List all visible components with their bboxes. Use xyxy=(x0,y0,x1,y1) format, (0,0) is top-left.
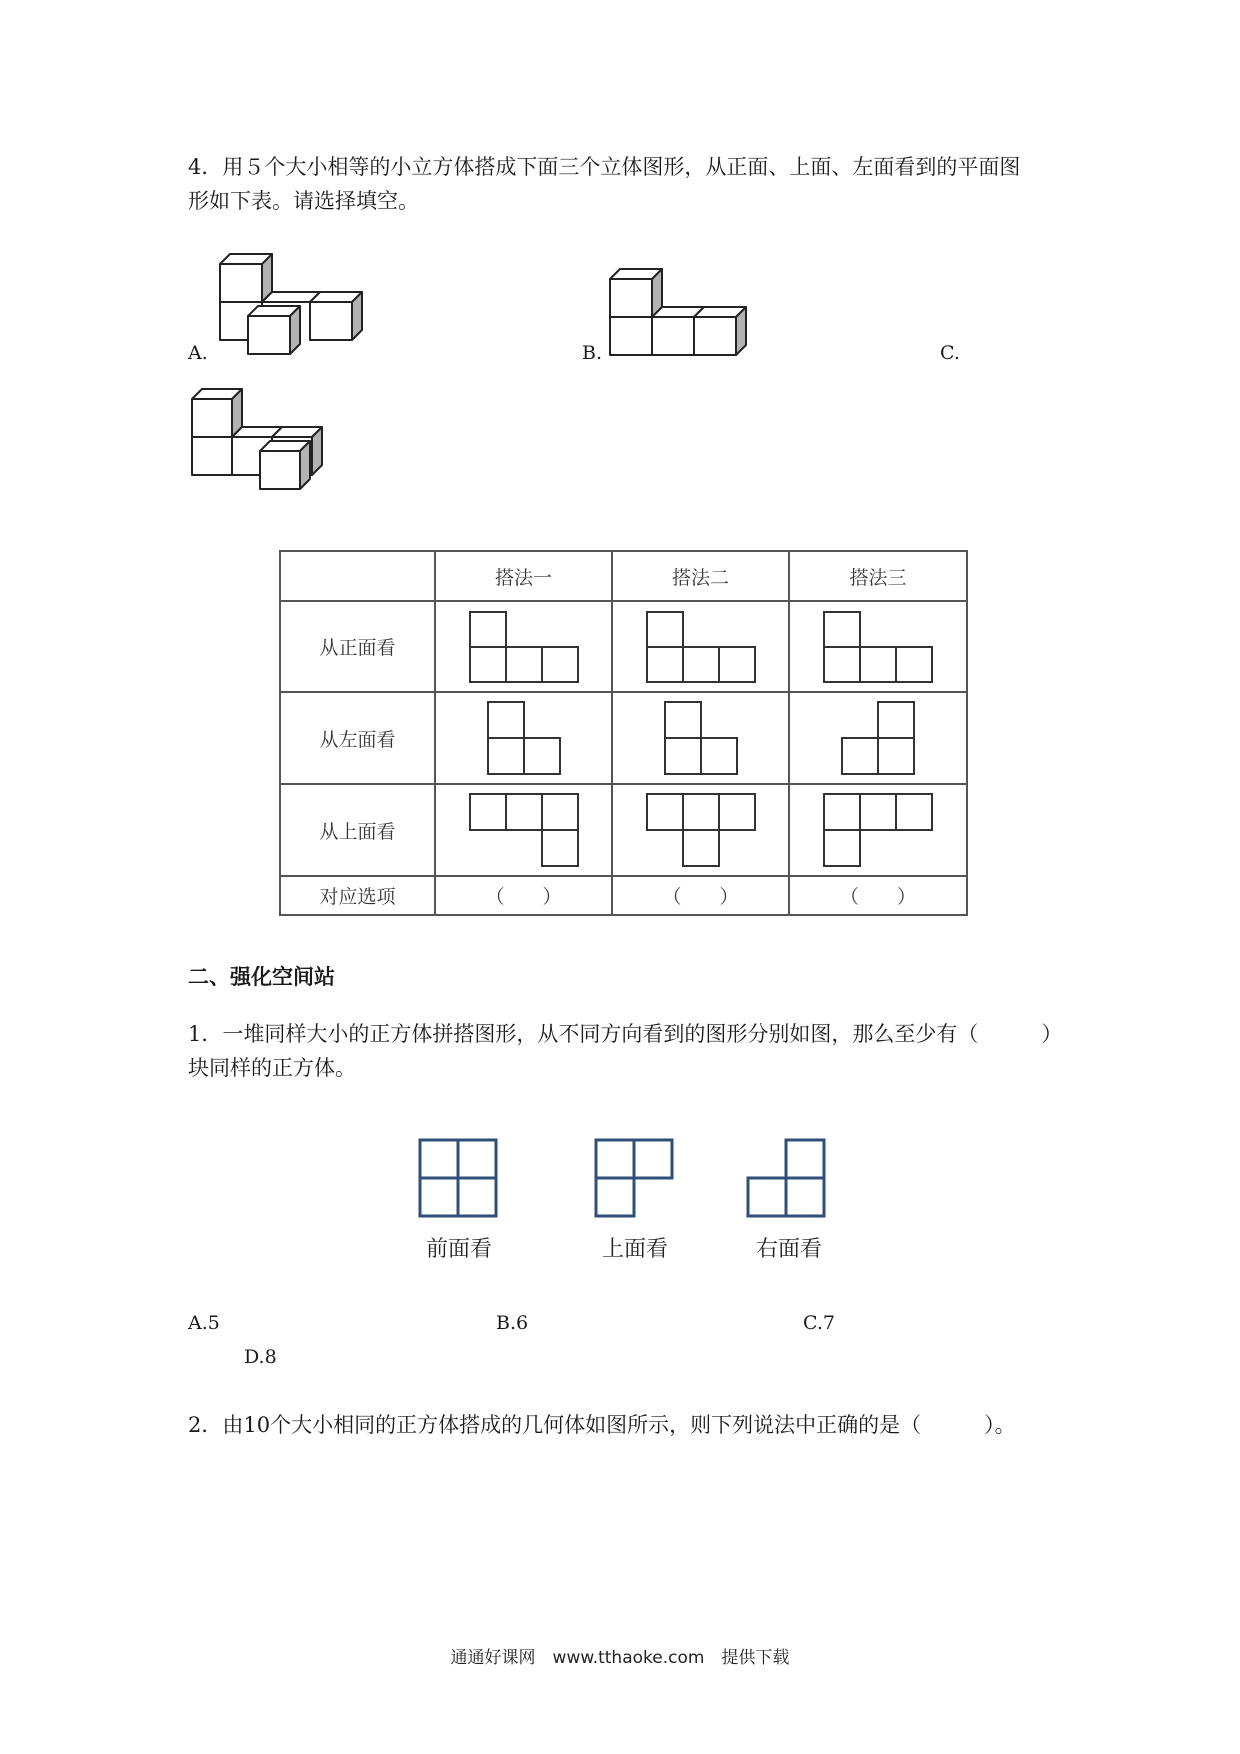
caption-right: 右面看 xyxy=(756,1237,823,1262)
figure-b-cubes xyxy=(608,265,768,365)
table-header-empty xyxy=(280,551,435,601)
answer-blank-1[interactable]: （ ） xyxy=(435,876,612,915)
section-2-title: 二、强化空间站 xyxy=(188,964,335,989)
q1-line1: 1．一堆同样大小的正方体拼搭图形，从不同方向看到的图形分别如图，那么至少有（ ） xyxy=(188,1022,1063,1046)
q4-line1: 4．用５个大小相等的小立方体搭成下面三个立体图形，从正面、上面、左面看到的平面图 xyxy=(188,155,1021,179)
table-header-row xyxy=(280,551,967,601)
top-view-3 xyxy=(789,784,967,876)
option-b-label: B. xyxy=(582,342,603,364)
table-header-method-2: 搭法二 xyxy=(612,551,789,601)
row-label-top: 从上面看 xyxy=(280,784,435,876)
table-row-front xyxy=(280,601,967,692)
q2-text: 2．由10个大小相同的正方体搭成的几何体如图所示，则下列说法中正确的是（ ）。 xyxy=(188,1413,1016,1437)
front-view-1 xyxy=(435,601,612,692)
footer-text: 通通好课网 www.tthaoke.com 提供下载 xyxy=(450,1648,790,1668)
caption-front: 前面看 xyxy=(426,1237,493,1262)
left-view-2 xyxy=(612,692,789,784)
front-view-figure xyxy=(418,1138,498,1218)
figure-a-cubes xyxy=(210,250,370,362)
views-table xyxy=(279,550,968,916)
caption-top: 上面看 xyxy=(602,1237,669,1262)
top-view-1 xyxy=(435,784,612,876)
q1-option-c: C.7 xyxy=(803,1312,835,1334)
table-header-method-3: 搭法三 xyxy=(789,551,967,601)
left-view-3 xyxy=(789,692,967,784)
top-view-2 xyxy=(612,784,789,876)
row-label-front: 从正面看 xyxy=(280,601,435,692)
q1-option-d: D.8 xyxy=(244,1346,277,1368)
row-label-left: 从左面看 xyxy=(280,692,435,784)
q1-option-a: A.5 xyxy=(188,1312,220,1334)
answer-blank-2[interactable]: （ ） xyxy=(612,876,789,915)
left-view-1 xyxy=(435,692,612,784)
row-label-answer: 对应选项 xyxy=(280,876,435,915)
answer-blank-3[interactable]: （ ） xyxy=(789,876,967,915)
front-view-3 xyxy=(789,601,967,692)
table-row-answer xyxy=(280,876,967,915)
q1-option-b: B.6 xyxy=(496,1312,529,1334)
top-view-figure xyxy=(594,1138,674,1218)
option-c-label: C. xyxy=(940,342,960,364)
option-a-label: A. xyxy=(188,342,208,364)
table-row-left xyxy=(280,692,967,784)
front-view-2 xyxy=(612,601,789,692)
table-header-method-1: 搭法一 xyxy=(435,551,612,601)
table-row-top xyxy=(280,784,967,876)
q1-line2: 块同样的正方体。 xyxy=(188,1056,356,1080)
right-view-figure xyxy=(746,1138,826,1218)
figure-c-cubes xyxy=(188,385,338,493)
q4-line2: 形如下表。请选择填空。 xyxy=(188,189,419,213)
